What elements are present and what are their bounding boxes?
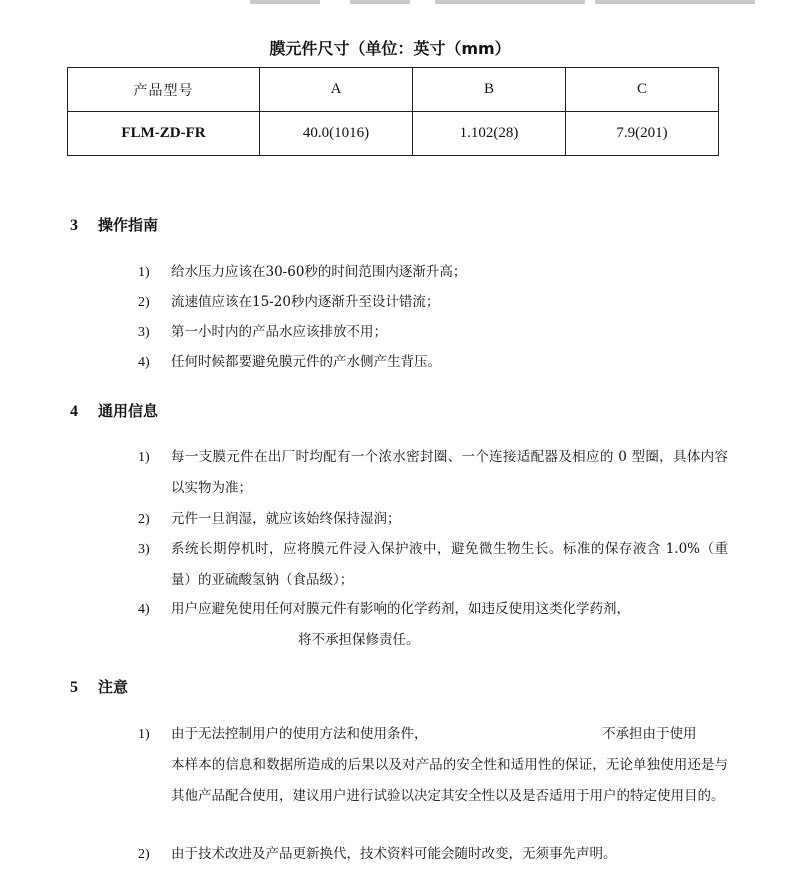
list-item-text-tail: 不承担由于使用 [602,726,697,742]
list-item-text: 元件一旦润湿，就应该始终保持湿润； [171,511,401,527]
list-item [138,257,738,288]
section-heading-operation-guide [70,214,158,235]
cell-a: 40.0(1016) [260,112,413,156]
table-row [68,112,719,156]
list-item [138,504,738,535]
section-title: 通用信息 [98,402,159,420]
list-item-number: 1) [138,727,150,742]
list-item-text: 系统长期停机时，应将膜元件浸入保护液中，避免微生物生长。标准的保存液含 1.0%（重量）的亚硫酸氢钠（食品级）； [171,541,728,588]
list-item-number: 2) [138,295,150,310]
list-item-text-continuation: 本样本的信息和数据所造成的后果以及对产品的安全性和适用性的保证，无论单独使用还是与其他产品配合使用，建议用户进行试验以决定其安全性以及是否适用于用户的特定使用目的。 [171,757,728,804]
list-item [138,317,738,348]
header-model: 产品型号 [68,68,260,112]
list-item-text: 由于无法控制用户的使用方法和使用条件， [171,726,428,742]
cell-c: 7.9(201) [566,112,719,156]
section-heading-general-info [70,400,158,421]
list-item-number: 2) [138,847,150,862]
list-item-number: 1) [138,265,150,280]
list-item-number: 1) [138,450,150,465]
cell-model: FLM-ZD-FR [68,112,260,156]
list-item-text: 给水压力应该在30-60秒的时间范围内逐渐升高； [171,264,467,280]
cell-b: 1.102(28) [413,112,566,156]
list-item [138,719,728,812]
list-item [138,347,738,378]
section-title: 注意 [98,678,129,696]
list-item-text: 第一小时内的产品水应该排放不用； [171,324,387,340]
list-item-number: 3) [138,325,150,340]
section-number: 5 [70,679,78,696]
list-item-text: 每一支膜元件在出厂时均配有一个浓水密封圈、一个连接适配器及相应的 0 型圈，具体内容以实物为准； [171,449,728,496]
list-item-number: 4) [138,355,150,370]
list-item [138,594,728,656]
list-item-number: 3) [138,542,150,557]
list-item [138,442,728,504]
list-item-text: 流速值应该在15-20秒内逐渐升至设计错流； [171,294,440,310]
list-item-number: 2) [138,512,150,527]
list-item-number: 4) [138,602,150,617]
table-title: 膜元件尺寸（单位：英寸（mm） [269,39,511,58]
list-item [138,839,738,870]
section-title: 操作指南 [98,216,159,234]
list-item-text: 任何时候都要避免膜元件的产水侧产生背压。 [171,354,441,370]
header-a: A [260,68,413,112]
list-item-text: 用户应避免使用任何对膜元件有影响的化学药剂，如违反使用这类化学药剂， [171,601,630,617]
dimension-table [67,67,719,156]
section-heading-notice [70,676,128,697]
cut-off-header-text [250,0,760,5]
header-b: B [413,68,566,112]
header-c: C [566,68,719,112]
section-number: 3 [70,217,78,234]
section-number: 4 [70,403,78,420]
list-item [138,534,728,596]
list-item-text: 由于技术改进及产品更新换代，技术资料可能会随时改变，无须事先声明。 [171,846,617,862]
table-header-row [68,68,719,112]
list-item [138,287,738,318]
list-item-text-continuation: 将不承担保修责任。 [298,632,420,648]
